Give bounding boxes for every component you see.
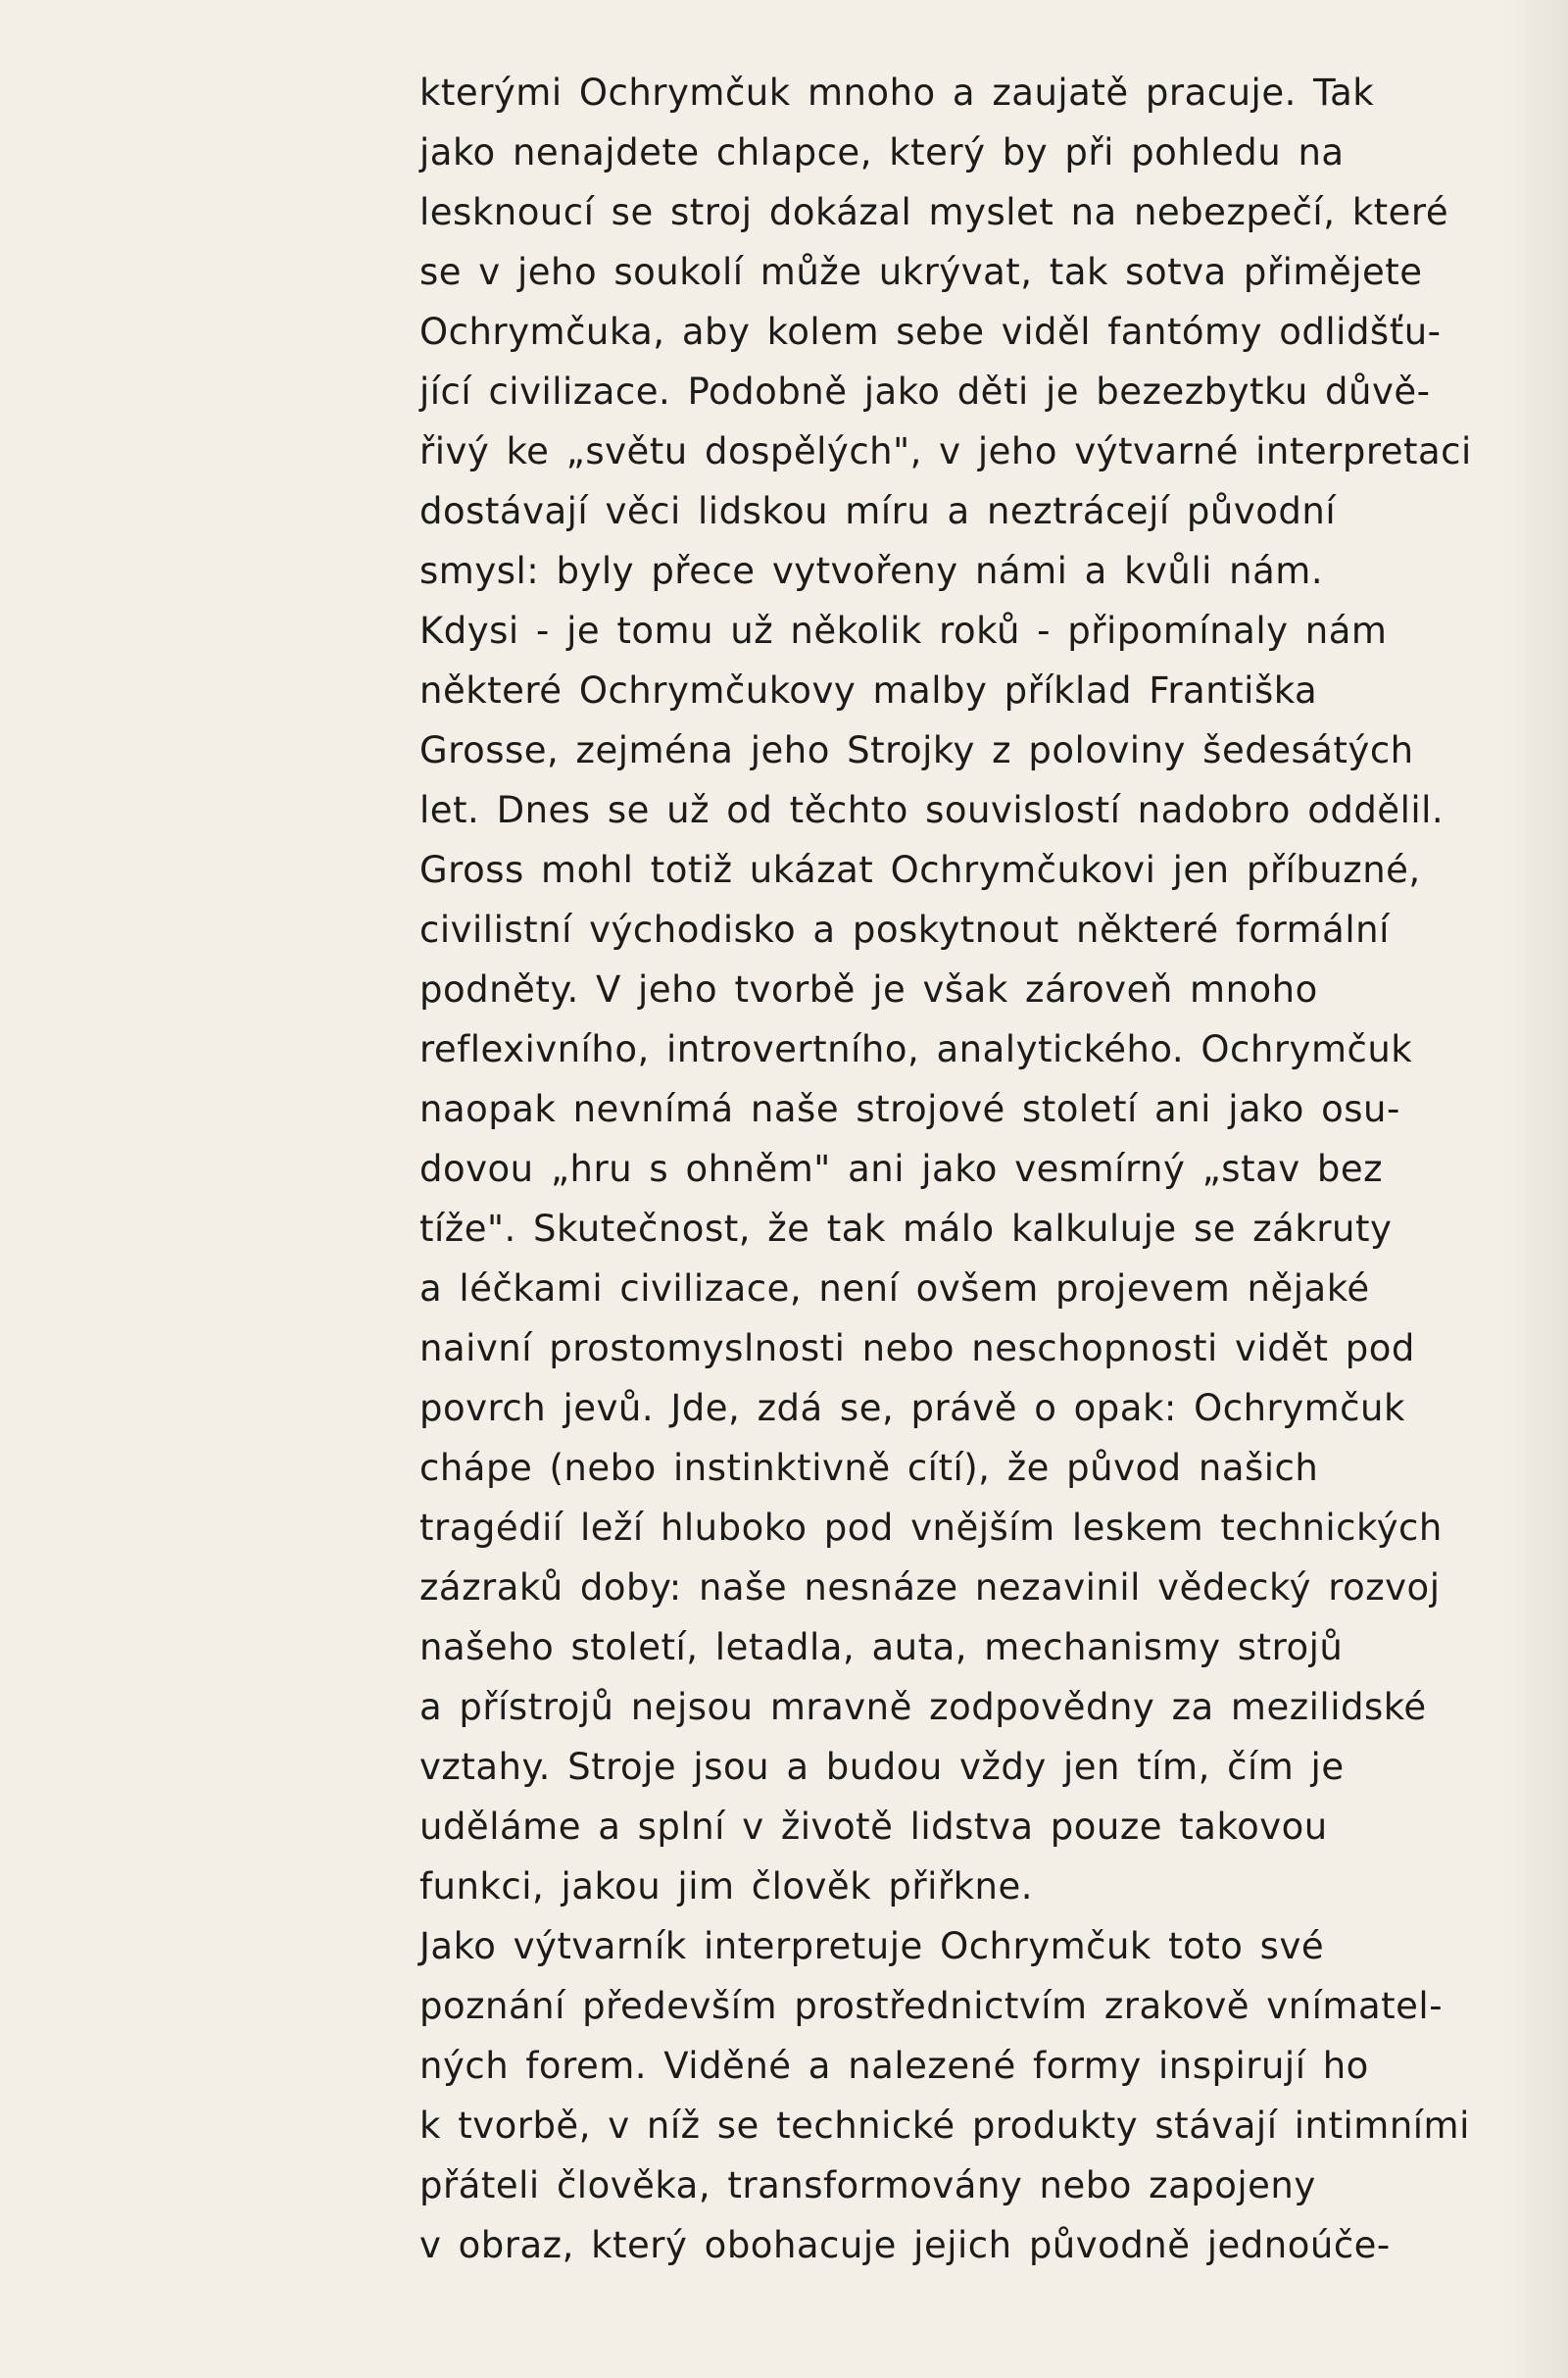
- text-line: lesknoucí se stroj dokázal myslet na nebezpečí, které: [419, 191, 1449, 233]
- text-line: a přístrojů nejsou mravně zodpovědny za mezilidské: [419, 1686, 1427, 1728]
- text-line: Kdysi - je tomu už několik roků - připomínaly nám: [419, 610, 1388, 652]
- text-line: poznání především prostřednictvím zrakově vnímatel-: [419, 1985, 1444, 2027]
- body-text: [419, 63, 1472, 2275]
- text-line: jako nenajdete chlapce, který by při pohledu na: [419, 131, 1345, 173]
- text-line: let. Dnes se už od těchto souvislostí nadobro oddělil.: [419, 789, 1445, 831]
- text-line: zázraků doby: naše nesnáze nezavinil vědecký rozvoj: [419, 1566, 1441, 1609]
- text-line: tragédií leží hluboko pod vnějším leskem technických: [419, 1507, 1443, 1549]
- text-line: funkci, jakou jim člověk přiřkne.: [419, 1865, 1033, 1907]
- text-line: uděláme a splní v životě lidstva pouze takovou: [419, 1806, 1328, 1848]
- text-line: kterými Ochrymčuk mnoho a zaujatě pracuje. Tak: [419, 72, 1375, 114]
- text-line: řivý ke „světu dospělých", v jeho výtvarné interpretaci: [419, 430, 1472, 472]
- text-line: ných forem. Viděné a nalezené formy inspirují ho: [419, 2045, 1369, 2087]
- text-line: našeho století, letadla, auta, mechanismy strojů: [419, 1626, 1344, 1668]
- text-line: smysl: byly přece vytvořeny námi a kvůli nám.: [419, 550, 1324, 592]
- text-line: vztahy. Stroje jsou a budou vždy jen tím, čím je: [419, 1746, 1345, 1788]
- text-line: naopak nevnímá naše strojové století ani jako osu-: [419, 1088, 1400, 1130]
- text-line: Grosse, zejména jeho Strojky z poloviny šedesátých: [419, 729, 1414, 771]
- text-line: podněty. V jeho tvorbě je však zároveň mnoho: [419, 968, 1318, 1011]
- text-line: se v jeho soukolí může ukrývat, tak sotva přimějete: [419, 251, 1423, 293]
- text-line: reflexivního, introvertního, analytického. Ochrymčuk: [419, 1028, 1413, 1070]
- text-line: povrch jevů. Jde, zdá se, právě o opak: Ochrymčuk: [419, 1387, 1405, 1429]
- text-line: Gross mohl totiž ukázat Ochrymčukovi jen příbuzné,: [419, 849, 1421, 891]
- text-line: přáteli člověka, transformovány nebo zapojeny: [419, 2164, 1316, 2206]
- text-line: chápe (nebo instinktivně cítí), že původ našich: [419, 1447, 1319, 1489]
- text-line: dovou „hru s ohněm" ani jako vesmírný „stav bez: [419, 1148, 1384, 1190]
- text-line: dostávají věci lidskou míru a neztrácejí původní: [419, 490, 1337, 532]
- text-line: jící civilizace. Podobně jako děti je bezezbytku důvě-: [419, 371, 1431, 413]
- text-line: některé Ochrymčukovy malby příklad Františka: [419, 669, 1318, 712]
- text-line: v obraz, který obohacuje jejich původně jednoúče-: [419, 2224, 1391, 2266]
- text-line: a léčkami civilizace, není ovšem projevem nějaké: [419, 1267, 1370, 1310]
- text-line: tíže". Skutečnost, že tak málo kalkuluje se zákruty: [419, 1208, 1393, 1250]
- text-line: Ochrymčuka, aby kolem sebe viděl fantómy odlidšťu-: [419, 311, 1442, 353]
- text-line: k tvorbě, v níž se technické produkty stávají intimními: [419, 2105, 1470, 2147]
- text-line: Jako výtvarník interpretuje Ochrymčuk toto své: [419, 1925, 1325, 1967]
- text-line: civilistní východisko a poskytnout některé formální: [419, 909, 1390, 951]
- text-line: naivní prostomyslnosti nebo neschopnosti vidět pod: [419, 1327, 1415, 1369]
